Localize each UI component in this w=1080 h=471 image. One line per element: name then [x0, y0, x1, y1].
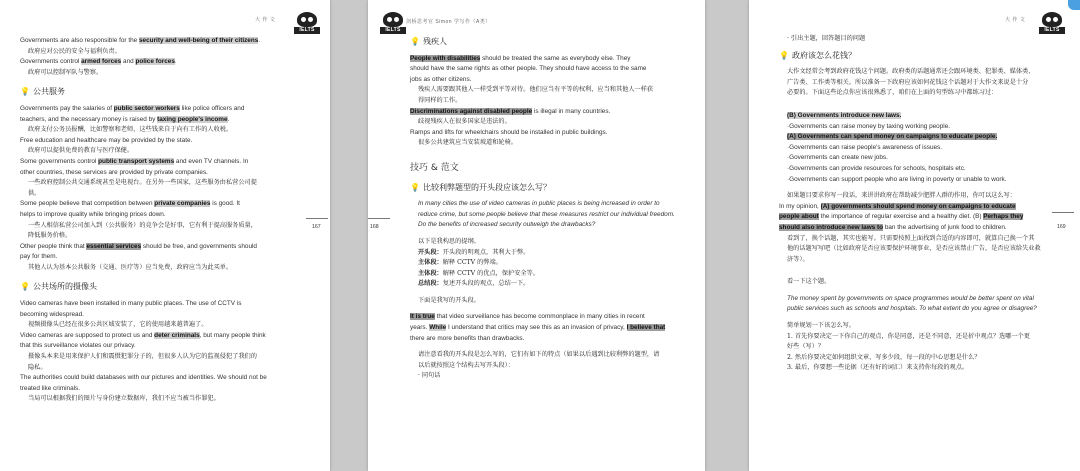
header-label: 剑桥思考官 Simon 学写作（A类） — [406, 19, 491, 25]
chinese-line: 视频摄像头已经在很多公共区域安装了，它的使用越来越普遍了。 — [28, 321, 208, 329]
lightbulb-icon: 💡 — [20, 282, 30, 292]
paragraph-line: 必要的。下面这些论点你应该很熟悉了，咱们在上面的句型练习中都练习过： — [787, 89, 998, 97]
english-line: teachers, and the necessary money is raised by taxing people's income. — [20, 115, 230, 123]
ielts-logo: IELTS — [294, 10, 320, 36]
chapter-heading: 技巧 & 范文 — [410, 162, 459, 173]
english-line: Governments control armed forces and police forces. — [20, 58, 177, 66]
idea-item: (A) Governments can spend money on campaigns to educate people. — [787, 133, 998, 141]
outline-intro: 以下是我构思的提纲。 — [418, 237, 480, 245]
header-label: 大 作 文 — [1005, 17, 1026, 23]
chinese-line: 得同样的工作。 — [418, 96, 462, 104]
step-line: 1. 首先你要决定一下你自己的观点，你是同意，还是不同意，还是折中观点？选哪一个更 — [787, 332, 1030, 340]
paragraph-line: 他的话题写写吧（比如政府是否应该要保护环境事业，是否应该禁止广告，是否应该给失业救 — [787, 245, 1041, 253]
idea-item: ·Governments can provide resources for schools, hospitals etc. — [787, 164, 966, 172]
chinese-line: 摄像头本来是用来保护人们和震慑犯罪分子的，但很多人认为它的监视侵犯了我们的 — [28, 353, 257, 361]
english-line: People with disabilities should be treated the same as everybody else. They — [410, 54, 631, 62]
chinese-line: 隐私。 — [28, 363, 47, 371]
note-line: · 同句话 — [418, 372, 441, 380]
question-line: reduce crime, but some people believe that these measures restrict our individual freedom. — [418, 210, 675, 218]
section-heading: 💡 残疾人 — [410, 37, 447, 46]
english-line: Some governments control public transport systems and even TV channels. In — [20, 157, 249, 165]
lightbulb-icon: 💡 — [20, 87, 30, 97]
chinese-line: 歧视残疾人在很多国家是违法的。 — [418, 118, 511, 126]
note-line: 请注意看我的开头段是怎么写的，它们有如下的特点（如果以后遇到比较利弊的题型，请 — [418, 351, 660, 359]
paragraph-line: 济等）。 — [787, 255, 809, 263]
english-line: Video cameras have been installed in many public places. The use of CCTV is — [20, 300, 242, 308]
english-line: helps to improve quality while bringing prices down. — [20, 210, 166, 218]
book-page-middle — [368, 0, 705, 471]
outline-item: 主体段：解释 CCTV 的弊端。 — [418, 259, 502, 267]
english-line: Some people believe that competition between private companies is good. It — [20, 200, 240, 208]
idea-item: ·Governments can raise people's awareness of issues. — [787, 143, 943, 151]
english-line: It is true that video surveillance has become commonplace in many cities in recent — [410, 313, 645, 321]
page-header — [749, 4, 1080, 34]
step-line: 2. 然后你要决定如何组织文章，写多少段，每一段的中心思想是什么？ — [787, 353, 981, 361]
lightbulb-icon: 💡 — [410, 182, 420, 192]
english-line: Governments pay the salaries of public sector workers like police officers and — [20, 104, 245, 112]
page-body — [779, 34, 1077, 374]
chinese-line: 残疾人需要跟其他人一样受到平等对待。他们应当有平等的权利，应当和其他人一样获 — [418, 86, 654, 94]
english-line: The authorities could build databases with our pictures and identities. We should not be — [20, 374, 267, 382]
outline-item: 开头段：开头段的明观点，其利大于弊。 — [418, 248, 530, 256]
idea-item: (B) Governments introduce new laws. — [787, 111, 902, 119]
bullet-line: · 引出主题，回答题目的问题 — [787, 35, 866, 42]
section-heading: 💡 公共场所的摄像头 — [20, 282, 97, 292]
lightbulb-icon: 💡 — [779, 50, 789, 60]
english-line: Discriminations against disabled people is illegal in many countries. — [410, 107, 611, 115]
chinese-line: 政府支付公务员报酬，比如警察和老师，这些钱来自于向有工作的人收税。 — [28, 126, 233, 134]
step-line: 3. 最后，你要想一些论据（还有好的词汇）来支持你每段的观点。 — [787, 364, 969, 372]
lightbulb-icon: 💡 — [410, 37, 420, 46]
chinese-line: 一些政府控制公共交通系统甚至是电视台。在另外一些国家，这些服务由私营公司提 — [28, 179, 257, 187]
paragraph-line: 大作文经常会考到政府花钱这个问题。政府类的话题通常还会跟环境类、犯罪类、媒体类、 — [787, 68, 1035, 76]
question-line: The money spent by governments on space programmes would be better spent on vital — [787, 294, 1034, 302]
english-line: Other people think that essential services should be free, and governments should — [20, 242, 257, 250]
outline-item: 总结段：复述开头段的观点，总结一下。 — [418, 280, 530, 288]
chinese-line: 政府应对公民的安全与福利负责。 — [28, 47, 121, 55]
step-line: 好些（写）？ — [787, 343, 825, 351]
english-line: Free education and healthcare may be provided by the state. — [20, 136, 193, 144]
english-line: In my opinion, (A) governments should spend money on campaigns to educate — [779, 202, 1016, 210]
page-body — [20, 36, 320, 405]
english-line: Video cameras are supposed to protect us and deter criminals, but many people think — [20, 331, 266, 339]
english-line: people about the importance of regular exercise and a healthy diet. (B) Perhaps they — [779, 213, 1024, 221]
chinese-line: 一些人相信私营公司加入到（公共服务）的竞争会是好事，它有利于提高服务质量， — [28, 221, 257, 229]
english-line: there are more benefits than drawbacks. — [410, 334, 525, 342]
section-heading: 💡 比较利弊题型的开头段应该怎么写？ — [410, 182, 551, 192]
chinese-line: 供。 — [28, 189, 41, 197]
english-line: becoming widespread. — [20, 310, 84, 318]
idea-item: ·Governments can create new jobs. — [787, 154, 888, 162]
english-line: years. While I understand that critics may see this as an invasion of privacy, I believe that — [410, 324, 666, 332]
question-line: public services such as schools and hospitals. To what extent do you agree or disagree? — [787, 305, 1037, 313]
paragraph-line: 看到了，换个话题，其实也能写。只需要按照上面找到合适的内容即可，就算自己换一个其 — [787, 234, 1035, 242]
english-line: Ramps and lifts for wheelchairs should be installed in public buildings. — [410, 128, 608, 136]
book-page-right — [749, 0, 1080, 471]
note-line: 以后就按照这个结构去写开头段）： — [418, 361, 514, 369]
chinese-line: 当局可以根据我们的图片与身份建立数据库，我们不应当被当作罪犯。 — [28, 395, 220, 403]
chinese-line: 政府可以提供免费的教育与医疗保健。 — [28, 147, 134, 155]
english-line: other countries, these services are provided by private companies. — [20, 168, 208, 176]
section-heading: 💡 政府该怎么花钱？ — [779, 50, 856, 60]
idea-item: ·Governments can support people who are living in poverty or unable to work. — [787, 175, 1007, 183]
steps-intro: 简单规划一下该怎么写。 — [787, 322, 856, 330]
chinese-line: 政府可以控制军队与警察。 — [28, 68, 103, 76]
page-number: 169 — [1057, 224, 1066, 230]
outline-item: 主体段：解释 CCTV 的优点，保护安全等。 — [418, 269, 539, 277]
chinese-line: 降低服务价格。 — [28, 232, 72, 240]
chinese-line: 很多公共建筑应当安装坡道和轮椅。 — [418, 139, 517, 147]
english-line: Governments are also responsible for the security and well-being of their citizens. — [20, 37, 261, 44]
intro-note: 下面是我写的开头段。 — [418, 296, 480, 304]
idea-item: ·Governments can raise money by taxing working people. — [787, 122, 951, 130]
question-line: In many cities the use of video cameras in public places is being increased in order to — [418, 200, 660, 208]
english-line: jobs as other citizens. — [410, 75, 472, 83]
english-line: should have the same rights as other people. They should have access to the same — [410, 65, 647, 73]
page-header — [0, 4, 330, 34]
example-intro: 如果题目要求你写一段话，来讲讲政府在帮助减少肥胖人群的作用，你可以这么写： — [787, 192, 1016, 200]
section-heading: 💡 公共服务 — [20, 87, 65, 97]
page-body — [410, 28, 702, 382]
book-page-left — [0, 0, 330, 471]
header-label: 大 作 文 — [255, 17, 276, 23]
page-number: 167 — [312, 224, 321, 230]
english-line: should also introduce new laws to ban the advertising of junk food to children. — [779, 223, 1007, 231]
paragraph-line: 广告类、工作类等相关。所以准备一下政府应该如何花钱这个话题对于大作文来说是十分 — [787, 78, 1029, 86]
ielts-logo: IELTS — [1039, 10, 1065, 36]
question-line: Do the benefits of increased security outweigh the drawbacks? — [418, 221, 596, 229]
english-line: pay for them. — [20, 253, 58, 261]
chinese-line: 其他人认为基本公共服务（交通、医疗等）应当免费，政府应当为此买单。 — [28, 263, 233, 271]
english-line: that this surveillance violates our privacy. — [20, 342, 136, 350]
english-line: treated like criminals. — [20, 384, 81, 392]
page-number: 168 — [370, 224, 379, 230]
ielts-logo: IELTS — [380, 10, 406, 36]
practice-intro: 看一下这个题。 — [787, 278, 831, 286]
